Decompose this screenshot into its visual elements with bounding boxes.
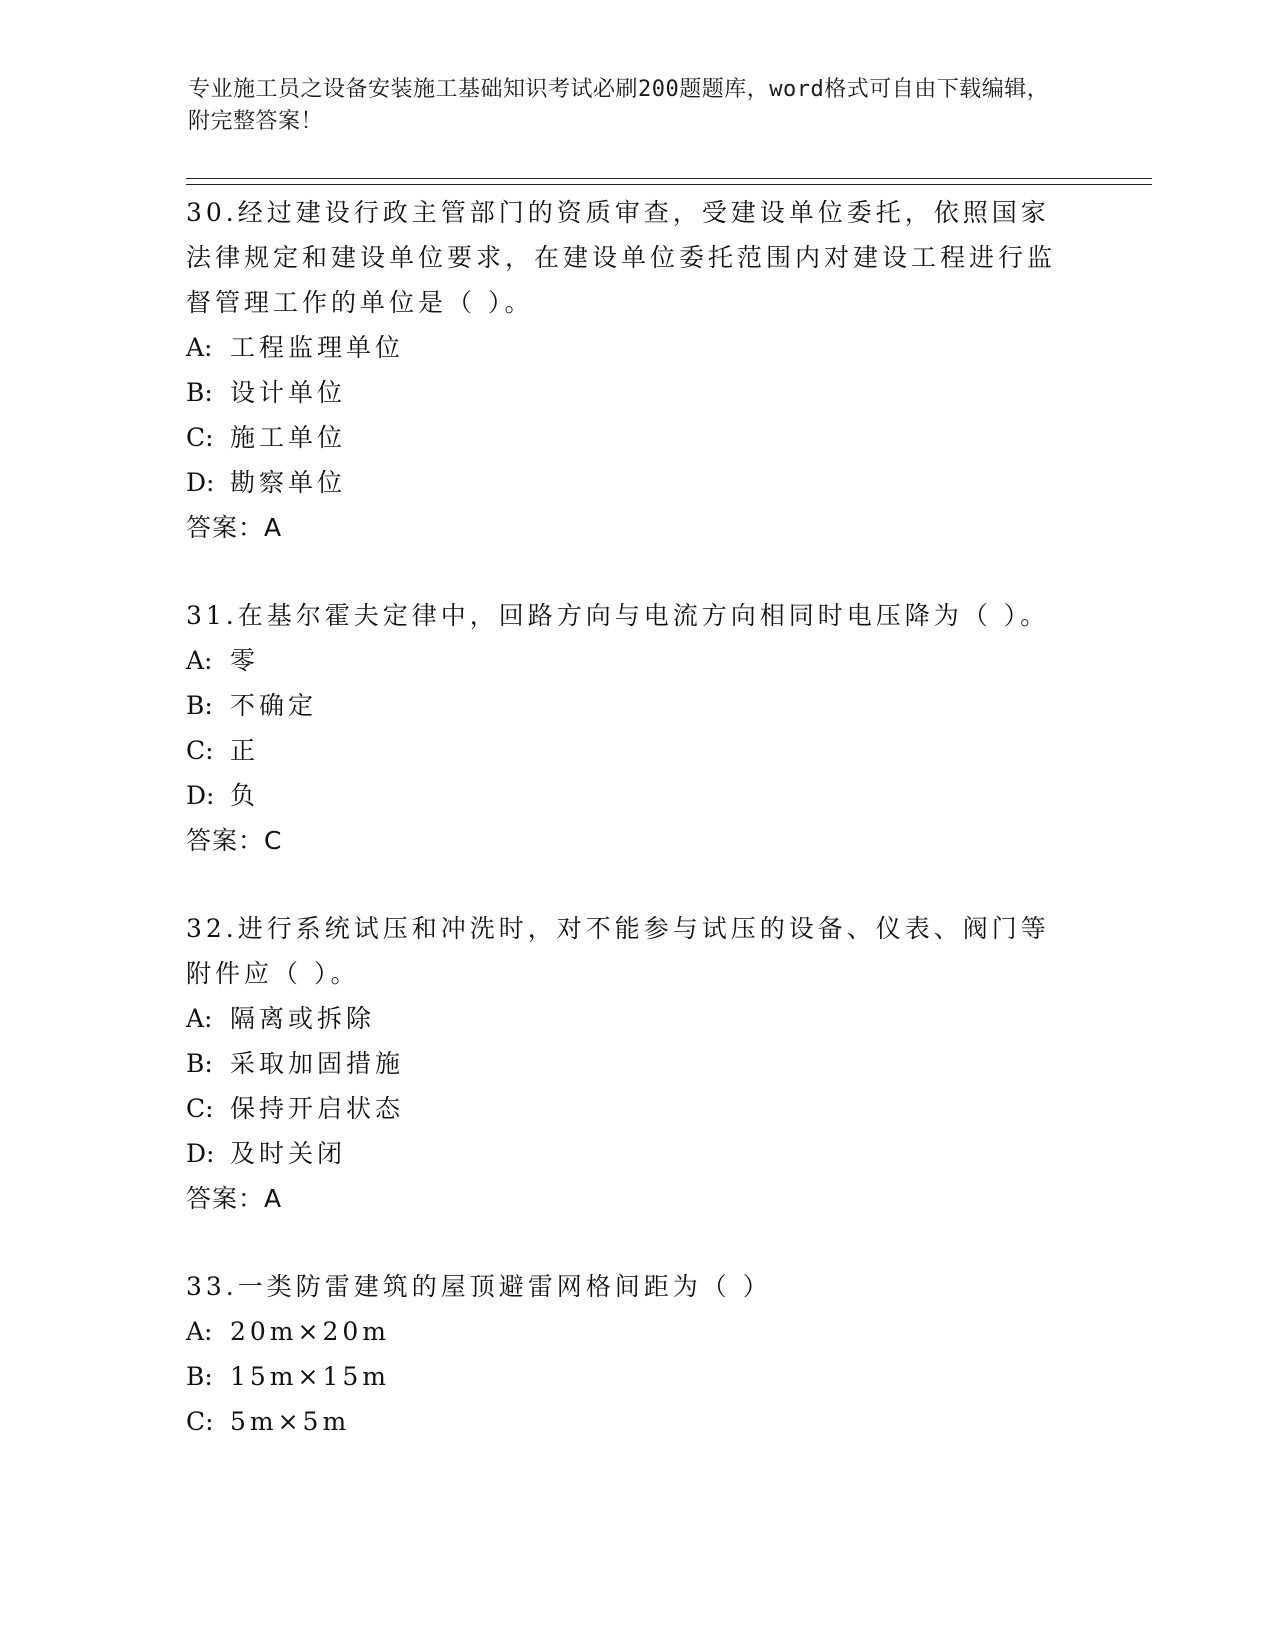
option-text: 隔离或拆除 bbox=[230, 1004, 376, 1033]
option-text: 零 bbox=[230, 646, 260, 675]
option-b bbox=[186, 1041, 1086, 1086]
option-label: B: bbox=[186, 691, 213, 720]
option-label: D: bbox=[186, 781, 215, 810]
option-text: 施工单位 bbox=[230, 423, 347, 452]
option-c bbox=[186, 1399, 1086, 1444]
option-c bbox=[186, 415, 1086, 460]
option-d bbox=[186, 460, 1086, 505]
option-text: 工程监理单位 bbox=[230, 333, 405, 362]
question-text: 33.一类防雷建筑的屋顶避雷网格间距为（ ） bbox=[186, 1272, 772, 1301]
answer-text: 答案：C bbox=[186, 826, 283, 855]
option-label: A: bbox=[186, 333, 213, 362]
option-text: 采取加固措施 bbox=[230, 1049, 405, 1078]
answer-text: 答案：A bbox=[186, 1184, 283, 1213]
question-33 bbox=[186, 1264, 1086, 1444]
option-a bbox=[186, 638, 1086, 683]
option-label: B: bbox=[186, 1362, 213, 1391]
question-text: 31.在基尔霍夫定律中，回路方向与电流方向相同时电压降为（ ）。 bbox=[186, 601, 1050, 630]
option-text: 正 bbox=[230, 736, 260, 765]
question-list bbox=[186, 190, 1086, 1487]
question-31 bbox=[186, 593, 1086, 863]
option-text: 勘察单位 bbox=[230, 468, 347, 497]
option-text: 5m×5m bbox=[230, 1407, 351, 1436]
option-label: A: bbox=[186, 1004, 213, 1033]
question-32 bbox=[186, 906, 1086, 1221]
option-label: C: bbox=[186, 1094, 214, 1123]
question-30 bbox=[186, 190, 1086, 550]
option-b bbox=[186, 370, 1086, 415]
option-a bbox=[186, 325, 1086, 370]
option-label: C: bbox=[186, 423, 214, 452]
option-label: B: bbox=[186, 1049, 213, 1078]
option-text: 设计单位 bbox=[230, 378, 347, 407]
option-a bbox=[186, 1309, 1086, 1354]
option-b bbox=[186, 683, 1086, 728]
option-c bbox=[186, 728, 1086, 773]
option-text: 15m×15m bbox=[230, 1362, 390, 1391]
option-d bbox=[186, 773, 1086, 818]
option-text: 负 bbox=[230, 781, 260, 810]
header-divider-bottom bbox=[186, 184, 1152, 185]
option-label: D: bbox=[186, 468, 215, 497]
option-text: 保持开启状态 bbox=[230, 1094, 405, 1123]
option-c bbox=[186, 1086, 1086, 1131]
option-text: 及时关闭 bbox=[230, 1139, 347, 1168]
document-header: 专业施工员之设备安装施工基础知识考试必刷200题题库，word格式可自由下载编辑，附完整答案！ bbox=[188, 77, 1050, 134]
option-label: C: bbox=[186, 736, 214, 765]
question-text: 32.进行系统试压和冲洗时，对不能参与试压的设备、仪表、阀门等附件应（ ）。 bbox=[186, 914, 1050, 988]
option-label: D: bbox=[186, 1139, 215, 1168]
header-divider-top bbox=[186, 178, 1152, 179]
option-label: B: bbox=[186, 378, 213, 407]
question-text: 30.经过建设行政主管部门的资质审查，受建设单位委托，依照国家法律规定和建设单位要求，在建设单位委托范围内对建设工程进行监督管理工作的单位是（ ）。 bbox=[186, 198, 1057, 317]
option-d bbox=[186, 1131, 1086, 1176]
option-text: 20m×20m bbox=[230, 1317, 390, 1346]
option-label: A: bbox=[186, 1317, 213, 1346]
option-label: C: bbox=[186, 1407, 214, 1436]
option-b bbox=[186, 1354, 1086, 1399]
answer-text: 答案：A bbox=[186, 513, 283, 542]
option-a bbox=[186, 996, 1086, 1041]
option-label: A: bbox=[186, 646, 213, 675]
option-text: 不确定 bbox=[230, 691, 318, 720]
